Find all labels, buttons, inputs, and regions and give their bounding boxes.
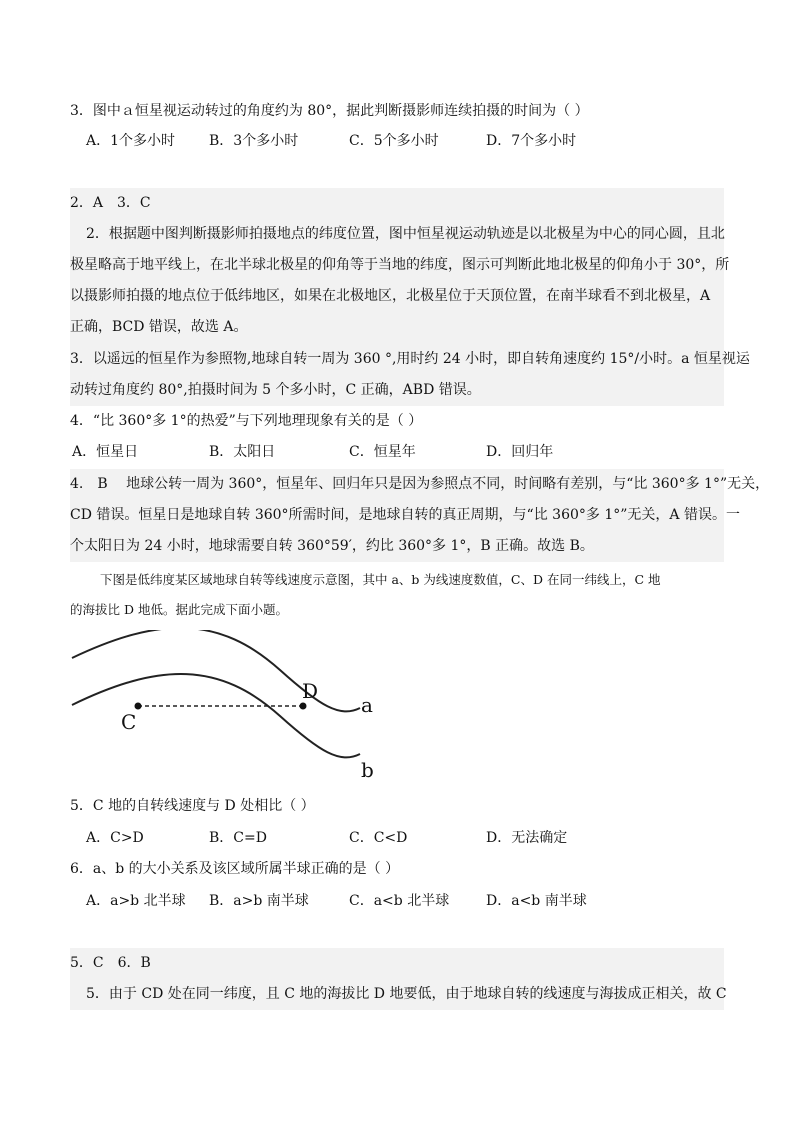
q4-stem: 4．“比 360°多 1°的热爱”与下列地理现象有关的是（ ）: [70, 413, 423, 429]
q3-option-b: B．3个多小时: [209, 133, 299, 149]
q5-stem: 5．C 地的自转线速度与 D 处相比（ ）: [70, 798, 315, 814]
q5-option-d: D．无法确定: [486, 830, 568, 846]
q3-option-a: A．1个多小时: [86, 133, 176, 149]
answer-2-3-header: 2．A 3．C: [70, 195, 151, 211]
curve-a-guide: [220, 686, 360, 757]
q6-stem: 6．a、b 的大小关系及该区域所属半球正确的是（ ）: [70, 861, 400, 877]
q6-option-d: D．a<b 南半球: [486, 893, 587, 909]
label-d: D: [302, 679, 319, 703]
q4-option-a: A．恒星日: [72, 444, 139, 460]
explanation-3-line-2: 动转过角度约 80°,拍摄时间为 5 个多小时，C 正确，ABD 错误。: [70, 382, 481, 398]
label-a: a: [361, 693, 373, 717]
intro-line-2: 的海拔比 D 地低。据此完成下面小题。: [70, 602, 288, 617]
explanation-4-line-3: 个太阳日为 24 小时，地球需要自转 360°59′，约比 360°多 1°，B 正确。故选 B。: [70, 538, 594, 554]
explanation-4-line-2: CD 错误。恒星日是地球自转 360°所需时间，是地球自转的真正周期，与“比 360°多 1°”无关，A 错误。一: [70, 507, 740, 523]
q6-option-c: C．a<b 北半球: [349, 893, 450, 909]
q4-option-d: D．回归年: [486, 444, 554, 460]
q3-stem: 3．图中ａ恒星视运动转过的角度约为 80°，据此判断摄影师连续拍摄的时间为（ ）: [70, 103, 589, 119]
answer-5-6-header: 5．C 6．B: [70, 955, 151, 971]
iso-velocity-diagram: [70, 630, 390, 785]
curve-b-guide: [220, 680, 360, 760]
explanation-2-line-4: 正确，BCD 错误，故选 A。: [70, 319, 248, 335]
explanation-5-line-1: 5．由于 CD 处在同一纬度，且 C 地的海拔比 D 地要低，由于地球自转的线速度与海拔成正相关，故 C: [86, 986, 727, 1002]
q5-option-c: C．C<D: [349, 830, 408, 846]
explanation-4-line-1: 4. B 地球公转一周为 360°，恒星年、回归年只是因为参照点不同，时间略有差别，与“比 360°多 1°”无关，: [70, 476, 770, 492]
label-b: b: [361, 758, 374, 782]
q4-option-c: C．恒星年: [349, 444, 416, 460]
label-c: C: [121, 710, 137, 734]
q3-option-c: C．5个多小时: [349, 133, 439, 149]
point-c: [135, 703, 142, 710]
explanation-2-line-1: 2．根据题中图判断摄影师拍摄地点的纬度位置，图中恒星视运动轨迹是以北极星为中心的同心圆，且北: [86, 226, 725, 242]
point-d: [300, 703, 307, 710]
q5-option-a: A．C>D: [86, 830, 144, 846]
q3-option-d: D．7个多小时: [486, 133, 577, 149]
q6-option-b: B．a>b 南半球: [209, 893, 309, 909]
q5-option-b: B．C=D: [209, 830, 267, 846]
q6-option-a: A．a>b 北半球: [86, 893, 186, 909]
explanation-2-line-2: 极星略高于地平线上，在北半球北极星的仰角等于当地的纬度，图示可判断此地北极星的仰角小于 30°，所: [70, 257, 730, 273]
q4-option-b: B．太阳日: [209, 444, 276, 460]
intro-line-1: 下图是低纬度某区域地球自转等线速度示意图，其中 a、b 为线速度数值，C、D 在同一纬线上，C 地: [100, 572, 661, 587]
explanation-2-line-3: 以摄影师拍摄的地点位于低纬地区，如果在北极地区，北极星位于天顶位置，在南半球看不到北极星，A: [70, 288, 711, 304]
explanation-3-line-1: 3．以遥远的恒星作为参照物,地球自转一周为 360 °,用时约 24 小时，即自转角速度约 15°/小时。a 恒星视运: [70, 351, 750, 367]
